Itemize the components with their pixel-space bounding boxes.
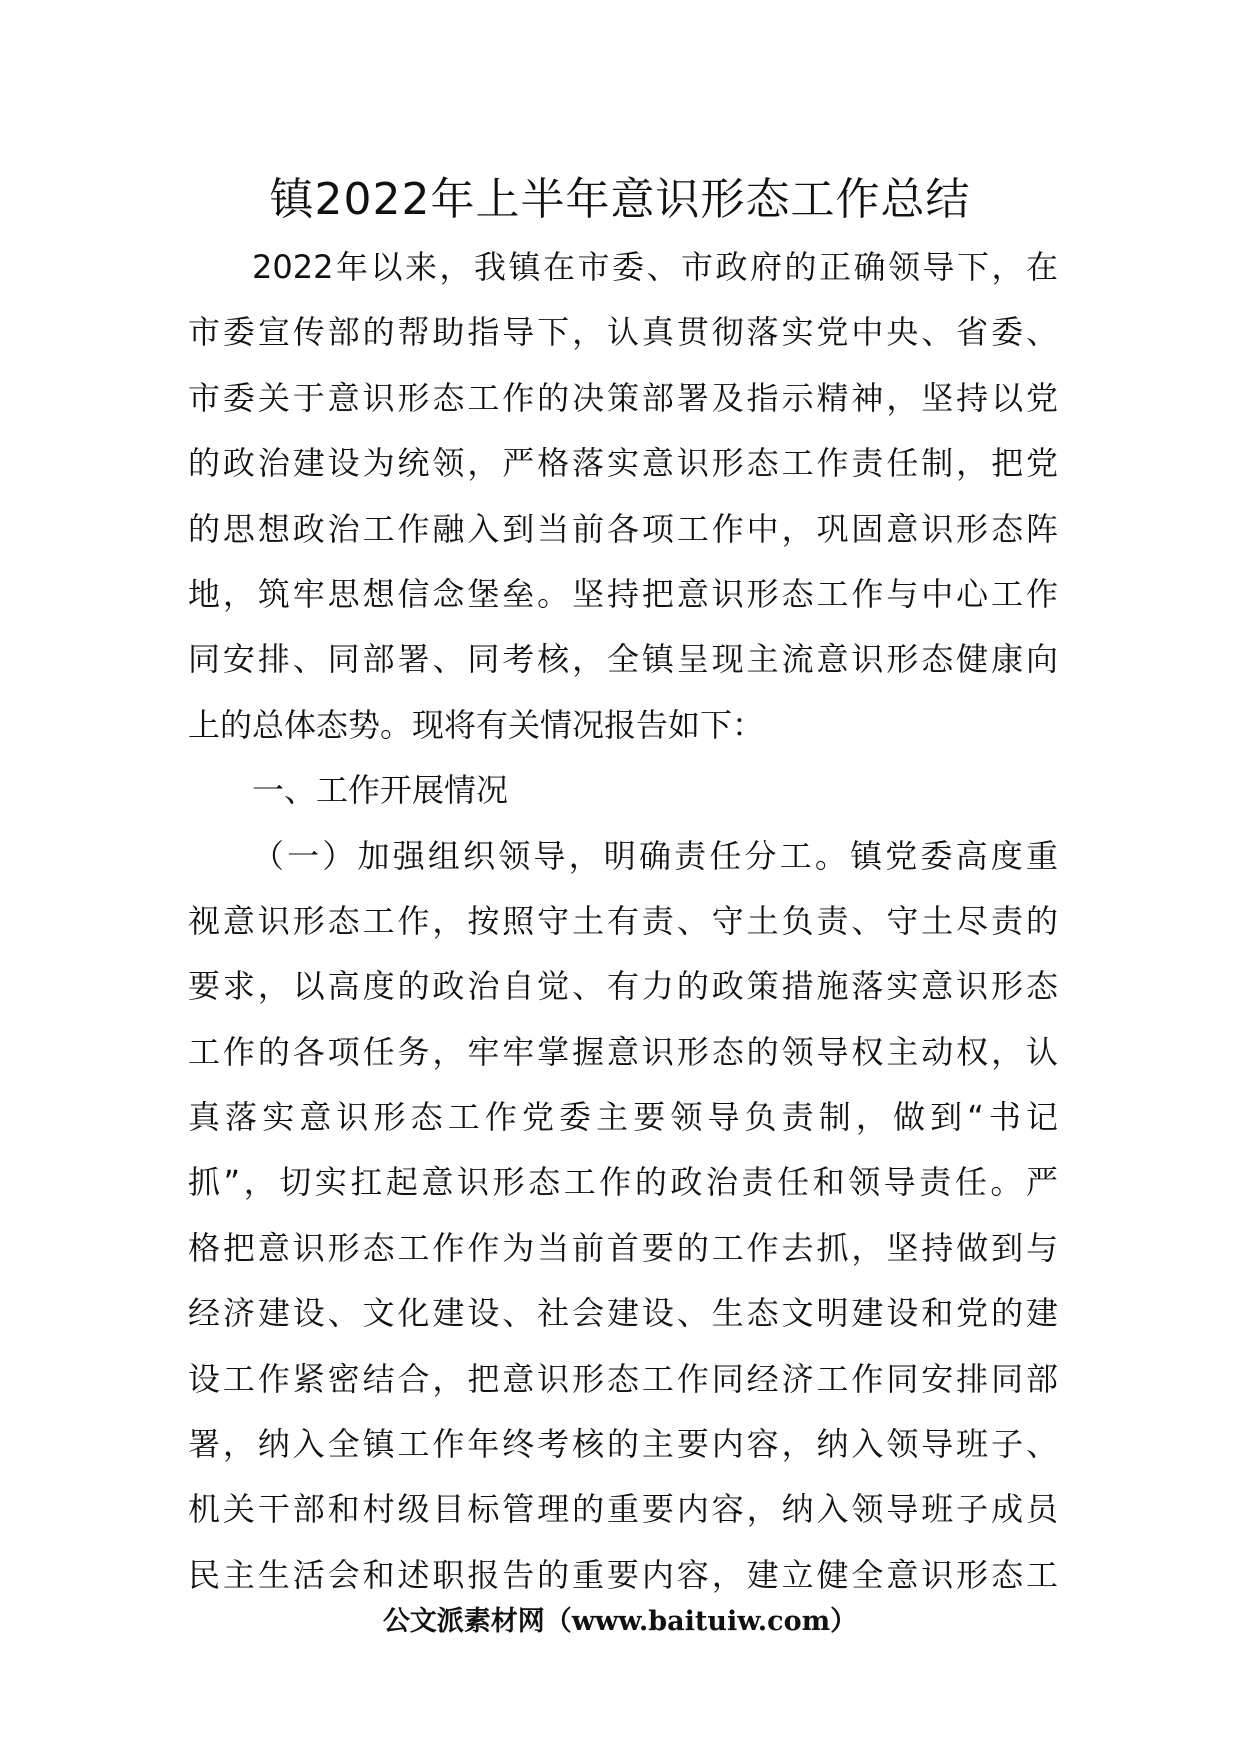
paragraph-line: 真落实意识形态工作党委主要领导负责制，做到“书记 <box>188 1098 1058 1137</box>
paragraph-line: 市委关于意识形态工作的决策部署及指示精神，坚持以党 <box>188 378 1058 417</box>
paragraph-line: 视意识形态工作，按照守土有责、守土负责、守土尽责的 <box>188 901 1058 940</box>
document-title: 镇2022年上半年意识形态工作总结 <box>269 174 971 225</box>
paragraph-line: 民主生活会和述职报告的重要内容，建立健全意识形态工 <box>188 1555 1058 1594</box>
paragraph-line: 地，筑牢思想信念堡垒。坚持把意识形态工作与中心工作 <box>188 574 1058 613</box>
paragraph-line: 的政治建设为统领，严格落实意识形态工作责任制，把党 <box>188 444 1058 483</box>
paragraph-line: 2022年以来，我镇在市委、市政府的正确领导下，在 <box>252 248 1058 286</box>
paragraph-line: 市委宣传部的帮助指导下，认真贯彻落实党中央、省委、 <box>188 313 1058 352</box>
paragraph-line: 上的总体态势。现将有关情况报告如下： <box>188 705 765 744</box>
paragraph-line: 署，纳入全镇工作年终考核的主要内容，纳入领导班子、 <box>188 1425 1058 1464</box>
paragraph-line: 要求，以高度的政治自觉、有力的政策措施落实意识形态 <box>188 967 1058 1006</box>
paragraph-line: 同安排、同部署、同考核，全镇呈现主流意识形态健康向 <box>188 640 1058 679</box>
footer-watermark: 公文派素材网（www.baituiw.com） <box>382 1606 858 1637</box>
paragraph-line: （一）加强组织领导，明确责任分工。镇党委高度重 <box>252 836 1058 875</box>
paragraph-line: 的思想政治工作融入到当前各项工作中，巩固意识形态阵 <box>188 509 1058 548</box>
paragraph-line: 工作的各项任务，牢牢掌握意识形态的领导权主动权，认 <box>188 1032 1058 1071</box>
section-heading: 一、工作开展情况 <box>252 771 509 810</box>
paragraph-line: 机关干部和村级目标管理的重要内容，纳入领导班子成员 <box>188 1490 1058 1529</box>
paragraph-line: 设工作紧密结合，把意识形态工作同经济工作同安排同部 <box>188 1359 1058 1398</box>
paragraph-line: 格把意识形态工作作为当前首要的工作去抓，坚持做到与 <box>188 1228 1058 1267</box>
paragraph-line: 经济建设、文化建设、社会建设、生态文明建设和党的建 <box>188 1294 1058 1333</box>
document-body <box>188 235 1058 1608</box>
paragraph-line: 抓”，切实扛起意识形态工作的政治责任和领导责任。严 <box>188 1163 1058 1202</box>
